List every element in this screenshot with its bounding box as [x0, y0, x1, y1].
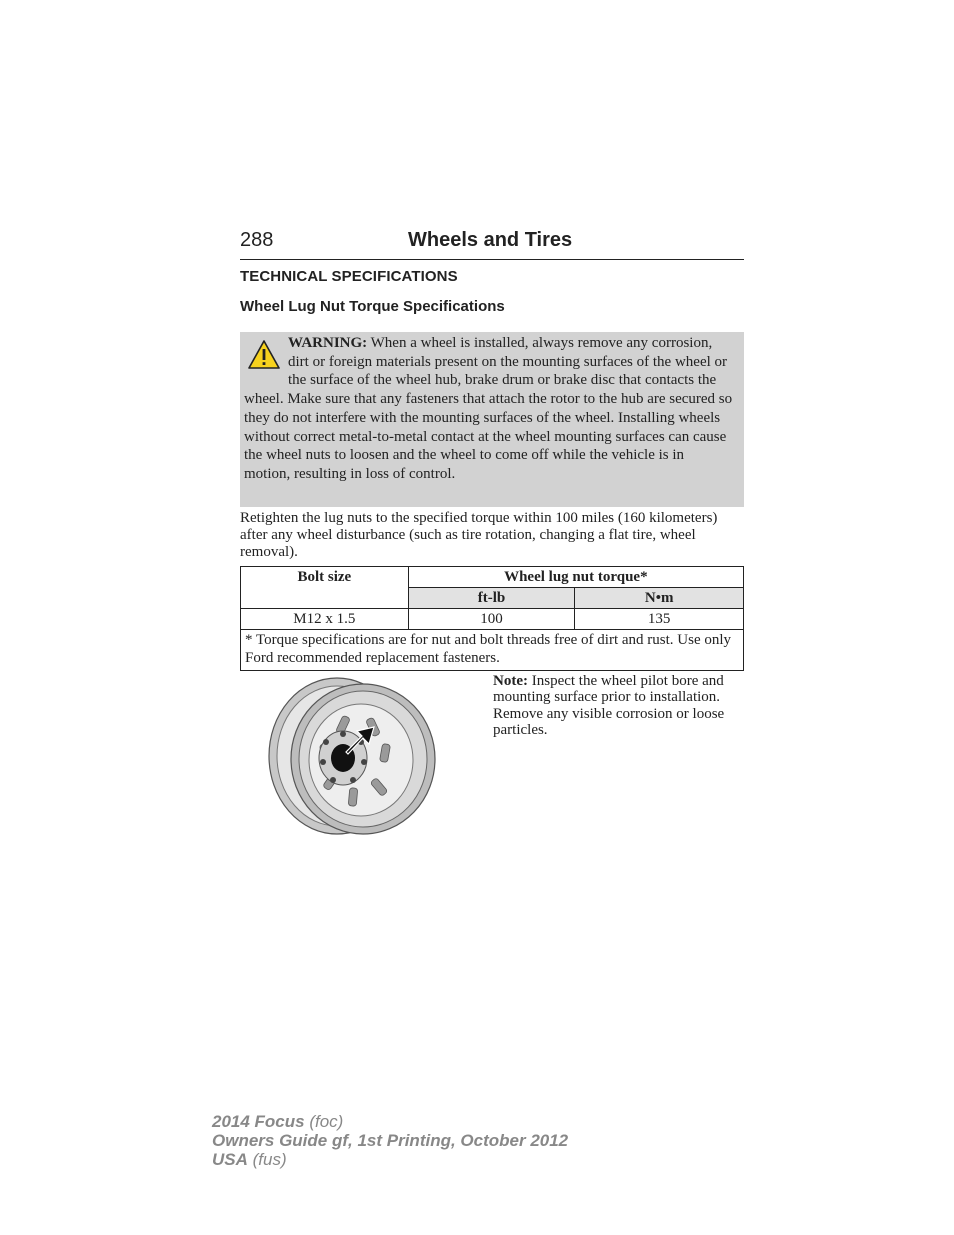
warning-label: WARNING: [288, 335, 368, 351]
page-header [240, 229, 744, 260]
table-footnote: * Torque specifications are for nut and bolt threads free of dirt and rust. Use only Ford recommended replacement fasteners. [241, 630, 744, 671]
wheel-illustration [263, 676, 443, 840]
warning-triangle-icon [246, 338, 288, 374]
table-row [241, 609, 744, 630]
chapter-title: Wheels and Tires [408, 229, 573, 251]
subsection-title: Wheel Lug Nut Torque Specifications [240, 298, 505, 315]
torque-spec-table [240, 566, 744, 671]
warning-box [240, 332, 744, 507]
col-header-ftlb: ft-lb [408, 588, 575, 609]
note-body: Inspect the wheel pilot bore and mounting surface prior to installation. Remove any visible corrosion or loose particles. [493, 673, 725, 738]
note-label: Note: [493, 673, 528, 689]
cell-bolt: M12 x 1.5 [241, 609, 409, 630]
footer-model: 2014 Focus [212, 1112, 305, 1131]
col-header-torque: Wheel lug nut torque* [408, 567, 743, 588]
col-header-bolt-size: Bolt size [241, 567, 409, 609]
cell-nm: 135 [575, 609, 744, 630]
warning-body: When a wheel is installed, always remove any corrosion, dirt or foreign materials present on the mounting surfaces of the wheel or the surface of the wheel hub, brake drum or brake disc that contacts the wheel. Make sure that any fasteners that attach the rotor to the hub are secured so they do not interfere with the mounting surfaces of the wheel. Installing wheels without correct metal-to-metal contact at the wheel mounting surfaces can cause the wheel nuts to loosen and the wheel to come off while the vehicle is in motion, resulting in loss of control. [244, 335, 733, 482]
footer-region-code: (fus) [252, 1150, 287, 1169]
cell-ftlb: 100 [408, 609, 575, 630]
note-paragraph [493, 673, 743, 738]
section-title: TECHNICAL SPECIFICATIONS [240, 268, 458, 285]
footer-region: USA [212, 1150, 248, 1169]
page-footer [212, 1112, 568, 1169]
page-number: 288 [240, 229, 274, 251]
col-header-nm: N•m [575, 588, 744, 609]
retighten-paragraph: Retighten the lug nuts to the specified torque within 100 miles (160 kilometers) after any wheel disturbance (such as tire rotation, changing a flat tire, wheel removal). [240, 510, 718, 560]
footer-guide: Owners Guide gf, 1st Printing, October 2012 [212, 1131, 569, 1150]
warning-text [244, 334, 734, 484]
footer-model-code: (foc) [309, 1112, 344, 1131]
